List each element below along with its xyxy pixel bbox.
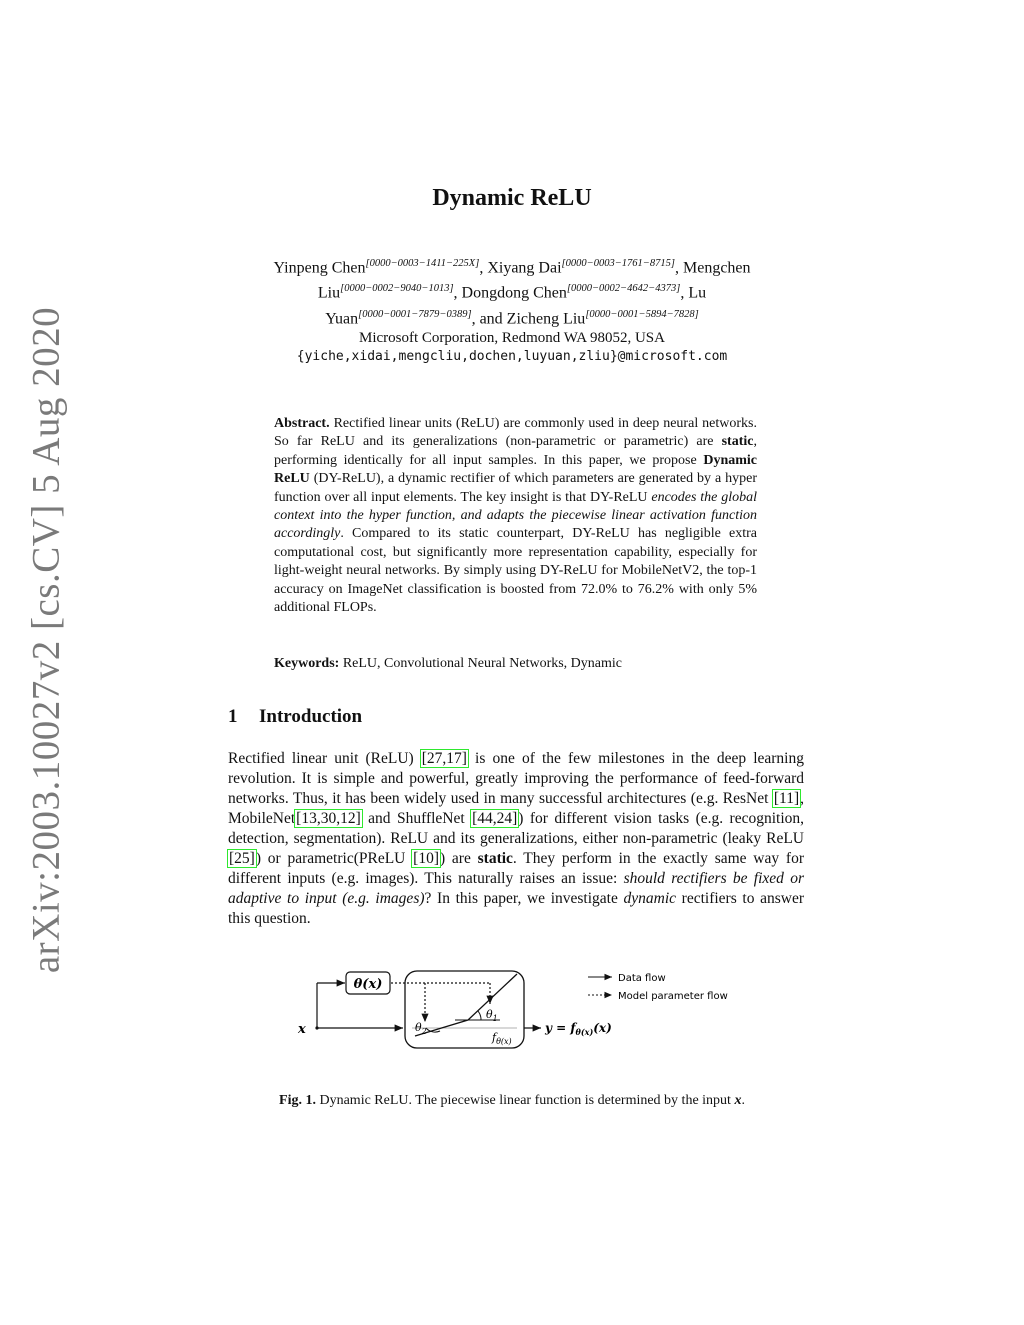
citation-link[interactable]: [44,24] (472, 810, 518, 827)
f-theta-label: $f_{\theta(x)}$ (492, 1031, 512, 1046)
orcid[interactable]: [0000−0003−1761−8715] (561, 258, 675, 269)
author-emails[interactable]: {yiche,xidai,mengcliu,dochen,luyuan,zliu}@microsoft.com (296, 349, 728, 364)
legend (588, 973, 728, 1002)
author-name: , Mengchen (674, 259, 751, 277)
intro-paragraph: Rectified linear unit (ReLU) [27,17] is one of the few milestones in the deep learning revolution. It is simple and powerful, greatly improving the performance of feed-forward networks. Thus, it has been widely used in many successful architectures (e.g. ResNet [11], MobileNet[13,30,12] and ShuffleNet [44,24]) for different vision tasks (e.g. recognition, detection, segmentation). ReLU and its generalizations, either non-parametric (leaky ReLU [25]) or parametric(PReLU [10]) are static. They perform in the exactly same way for different inputs (e.g. images). This naturally raises an issue: should rectifiers be fixed or adaptive to input (e.g. images)? In this paper, we investigate dynamic rectifiers to answer this question. (228, 750, 804, 927)
legend-data-flow: Data flow (618, 973, 666, 984)
section-title: Introduction (259, 706, 363, 727)
orcid[interactable]: [0000−0003−1411−225X] (365, 258, 480, 269)
caption-label: Fig. 1. (279, 1093, 316, 1108)
author-list (202, 253, 822, 329)
citation-link[interactable]: [25] (229, 850, 255, 867)
author-name: , Lu (680, 284, 707, 302)
author-name: , Dongdong Chen (453, 284, 567, 302)
theta-box (346, 972, 390, 994)
paper-title: Dynamic ReLU (432, 185, 592, 211)
section-number: 1 (228, 706, 238, 727)
theta1-label: $\theta_1$ (486, 1008, 498, 1023)
orcid[interactable]: [0000−0002−9040−1013] (340, 283, 454, 295)
figure-caption: Fig. 1. Dynamic ReLU. The piecewise linear function is determined by the input x. (279, 1093, 745, 1108)
output-equation: $y = f_{\theta(x)}(x)$ (545, 1021, 612, 1037)
orcid[interactable]: [0000−0001−7879−0389] (358, 308, 472, 320)
citation-link[interactable]: [11] (773, 790, 800, 807)
author-name: Liu (317, 284, 341, 302)
citation-link[interactable]: [13,30,12] (296, 810, 361, 827)
legend-param-flow: Model parameter flow (618, 991, 728, 1002)
affiliation: Microsoft Corporation, Redmond WA 98052, USA (359, 330, 665, 346)
author-name: Yuan (325, 309, 359, 327)
abstract-label: Abstract. (274, 416, 330, 431)
author-name: , and Zicheng Liu (471, 309, 586, 327)
keywords-label: Keywords: (274, 656, 340, 671)
arxiv-id: arXiv:2003.10027v2 [cs.CV] 5 Aug 2020 (24, 306, 68, 974)
author-name: , Xiyang Dai (479, 259, 562, 277)
keywords: Keywords: ReLU, Convolutional Neural Networks, Dynamic (274, 656, 622, 671)
author-name: Yinpeng Chen (273, 259, 366, 277)
citation-link[interactable]: [27,17] (421, 750, 467, 767)
section-heading (228, 706, 362, 728)
abstract: Abstract. Rectified linear units (ReLU) are commonly used in deep neural networks. So far ReLU and its generalizations (non-parametric or parametric) are static, performing identically for all input samples. In this paper, we propose Dynamic ReLU (DY-ReLU), a dynamic rectifier of which parameters are generated by a hyper function over all input elements. The key insight is that DY-ReLU encodes the global context into the hyper function, and adapts the piecewise linear activation function accordingly. Compared to its static counterpart, DY-ReLU has negligible extra computational cost, but significantly more representation capability, especially for light-weight neural networks. By simply using DY-ReLU for MobileNetV2, the top-1 accuracy on ImageNet classification is boosted from 72.0% to 76.2% with only 5% additional FLOPs. (274, 416, 757, 616)
citation-link[interactable]: [10] (413, 850, 439, 867)
orcid[interactable]: [0000−0001−5894−7828] (585, 308, 699, 320)
theta2-label: $\theta_2$ (415, 1021, 427, 1036)
junction-dot (315, 1026, 318, 1029)
theta-box-label: θ(x) (353, 977, 383, 992)
figure-1-diagram (295, 962, 735, 1057)
activation-box (391, 971, 524, 1048)
orcid[interactable]: [0000−0002−4642−4373] (566, 283, 681, 295)
input-x: x (298, 1022, 306, 1037)
